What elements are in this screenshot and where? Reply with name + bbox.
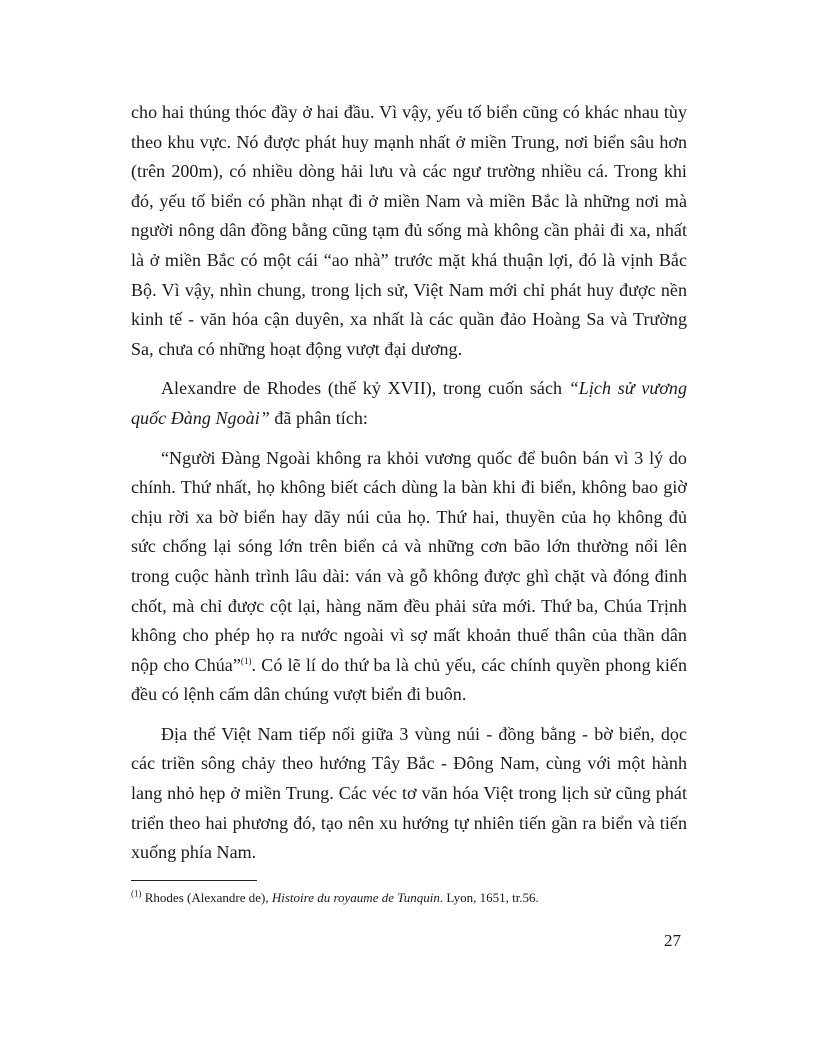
paragraph-2-tail: đã phân tích: [269,407,368,428]
page-body [131,98,687,868]
quote-text: “Người Đàng Ngoài không ra khỏi vương quốc để buôn bán vì 3 lý do chính. Thứ nhất, họ không biết cách dùng la bàn khi đi biển, không bao giờ chịu rời xa bờ biển hay dãy núi của họ. Thứ hai, thuyền của họ không đủ sức chống lại sóng lớn trên biển cả và những cơn bão lớn thường nổi lên trong cuộc hành trình lâu dài: ván và gỗ không được ghì chặt và đóng đinh chốt, mà chỉ được cột lại, hàng năm đều phải sửa mới. Thứ ba, Chúa Trịnh không cho phép họ ra nước ngoài vì sợ mất khoản thuế thân của thần dân nộp cho Chúa” [131,447,687,675]
footnote-mark: (1) [131,888,142,899]
quote-paragraph [131,444,687,710]
paragraph-1: cho hai thúng thóc đầy ở hai đầu. Vì vậy, yếu tố biển cũng có khác nhau tùy theo khu vực. Nó được phát huy mạnh nhất ở miền Trung, nơi biển sâu hơn (trên 200m), có nhiều dòng hải lưu và các ngư trường nhiều cá. Trong khi đó, yếu tố biển có phần nhạt đi ở miền Nam và miền Bắc là những nơi mà người nông dân đồng bằng cũng tạm đủ sống mà không cần phải đi xa, nhất là ở miền Bắc có một cái “ao nhà” trước mặt khá thuận lợi, đó là vịnh Bắc Bộ. Vì vậy, nhìn chung, trong lịch sử, Việt Nam mới chỉ phát huy được nền kinh tế - văn hóa cận duyên, xa nhất là các quần đảo Hoàng Sa và Trường Sa, chưa có những hoạt động vượt đại dương. [131,102,687,359]
footnote [131,889,687,907]
footnote-text: Rhodes (Alexandre de), [141,890,272,905]
paragraph-4: Địa thế Việt Nam tiếp nối giữa 3 vùng núi - đồng bằng - bờ biển, dọc các triền sông chảy theo hướng Tây Bắc - Đông Nam, cùng với một hành lang nhỏ hẹp ở miền Trung. Các véc tơ văn hóa Việt trong lịch sử cũng phát triển theo hai phương đó, tạo nên xu hướng tự nhiên tiến gần ra biển và tiến xuống phía Nam. [131,723,687,863]
page-number: 27 [664,931,681,950]
quote-tail: . Có lẽ lí do thứ ba là chủ yếu, các chính quyền phong kiến đều có lệnh cấm dân chúng vượt biển đi buôn. [131,654,687,705]
footnote-divider [131,880,257,881]
paragraph-2-text: Alexandre de Rhodes (thế kỷ XVII), trong cuốn sách [161,378,569,399]
footnote-tail: . Lyon, 1651, tr.56. [439,890,539,905]
paragraph-2 [131,374,687,433]
book-title: “Lịch sử vương quốc Đàng Ngoài” [131,378,687,428]
footnote-reference: (1) [240,655,252,666]
footnote-book-title: Histoire du royaume de Tunquin [271,890,440,905]
